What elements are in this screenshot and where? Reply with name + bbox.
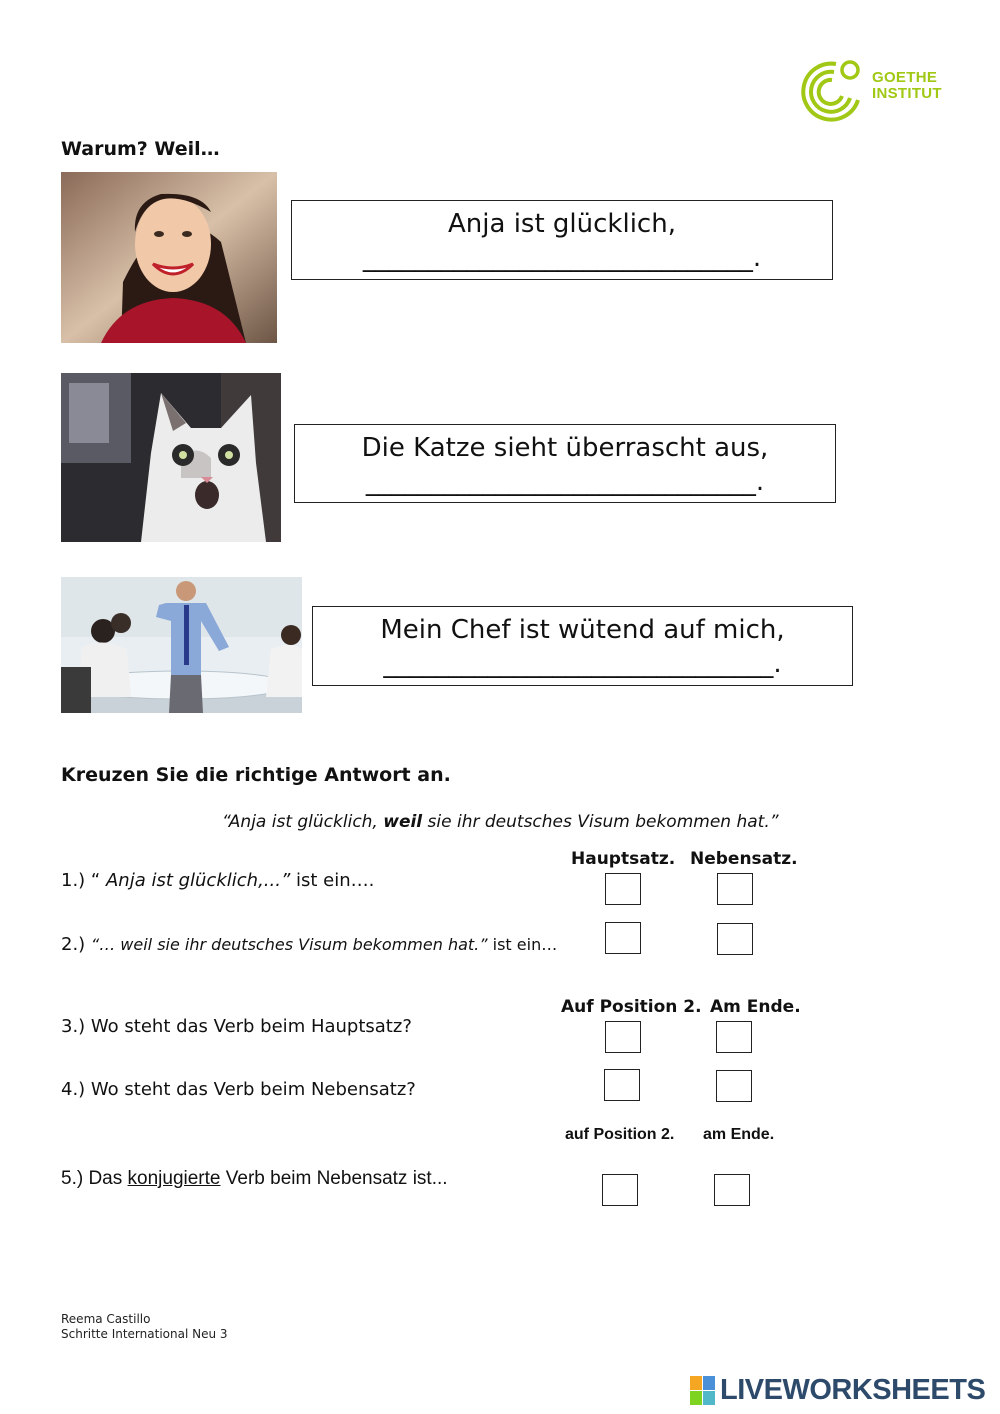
column-header-hauptsatz: Hauptsatz. [571,849,676,869]
konjugierte-underlined: konjugierte [127,1168,221,1189]
column-header-auf-position-2-lower: auf Position 2. [565,1126,675,1143]
column-header-nebensatz: Nebensatz. [690,849,798,869]
q1-nebensatz-checkbox[interactable] [717,873,753,905]
example-sentence: “Anja ist glücklich, weil sie ihr deutsches Visum bekommen hat.” [222,812,779,832]
sentence-text: Anja ist glücklich, [448,209,676,239]
question-1: 1.) “ Anja ist glücklich,...” ist ein…. [61,870,375,891]
answer-blank[interactable]: ______________________________. [365,467,765,497]
q2-hauptsatz-checkbox[interactable] [605,922,641,954]
answer-blank[interactable]: ______________________________. [383,649,782,679]
sentence-box-3 [312,606,853,686]
sentence-box-2 [294,424,836,503]
sentence-text: Mein Chef ist wütend auf mich, [380,615,785,645]
goethe-spiral-icon [796,58,866,124]
q5-am-ende-checkbox[interactable] [714,1174,750,1206]
column-header-am-ende-lower: am Ende. [703,1126,775,1143]
smiling-woman-photo [61,172,277,343]
liveworksheets-brand: LIVEWORKSHEETS [720,1374,986,1406]
section-heading-kreuzen: Kreuzen Sie die richtige Antwort an. [61,764,451,786]
q2-nebensatz-checkbox[interactable] [717,923,753,955]
q1-hauptsatz-checkbox[interactable] [605,873,641,905]
goethe-logo-text: GOETHE INSTITUT [872,69,942,102]
q3-am-ende-checkbox[interactable] [716,1021,752,1053]
q4-position2-checkbox[interactable] [604,1069,640,1101]
sentence-text: Die Katze sieht überrascht aus, [361,433,769,463]
liveworksheets-blocks-icon [690,1376,716,1406]
column-header-auf-position-2: Auf Position 2. [561,997,702,1017]
question-4: 4.) Wo steht das Verb beim Nebensatz? [61,1079,416,1100]
angry-boss-meeting-photo [61,577,302,713]
column-header-am-ende: Am Ende. [710,997,801,1017]
q3-position2-checkbox[interactable] [605,1021,641,1053]
footer-credits [61,1312,228,1342]
section-heading-warum: Warum? Weil… [61,138,220,160]
footer-author: Reema Castillo [61,1312,151,1326]
answer-blank[interactable]: ______________________________. [362,243,762,273]
weil-keyword: weil [383,812,423,832]
sentence-box-1 [291,200,833,280]
q4-am-ende-checkbox[interactable] [716,1070,752,1102]
q5-position2-checkbox[interactable] [602,1174,638,1206]
footer-book: Schritte International Neu 3 [61,1327,228,1341]
question-3: 3.) Wo steht das Verb beim Hauptsatz? [61,1016,412,1037]
surprised-cat-photo [61,373,281,542]
goethe-institut-logo [796,58,946,124]
question-5: 5.) Das konjugierte Verb beim Nebensatz ist... [61,1168,448,1189]
question-2: 2.) “… weil sie ihr deutsches Visum bekommen hat.” ist ein… [61,934,558,955]
